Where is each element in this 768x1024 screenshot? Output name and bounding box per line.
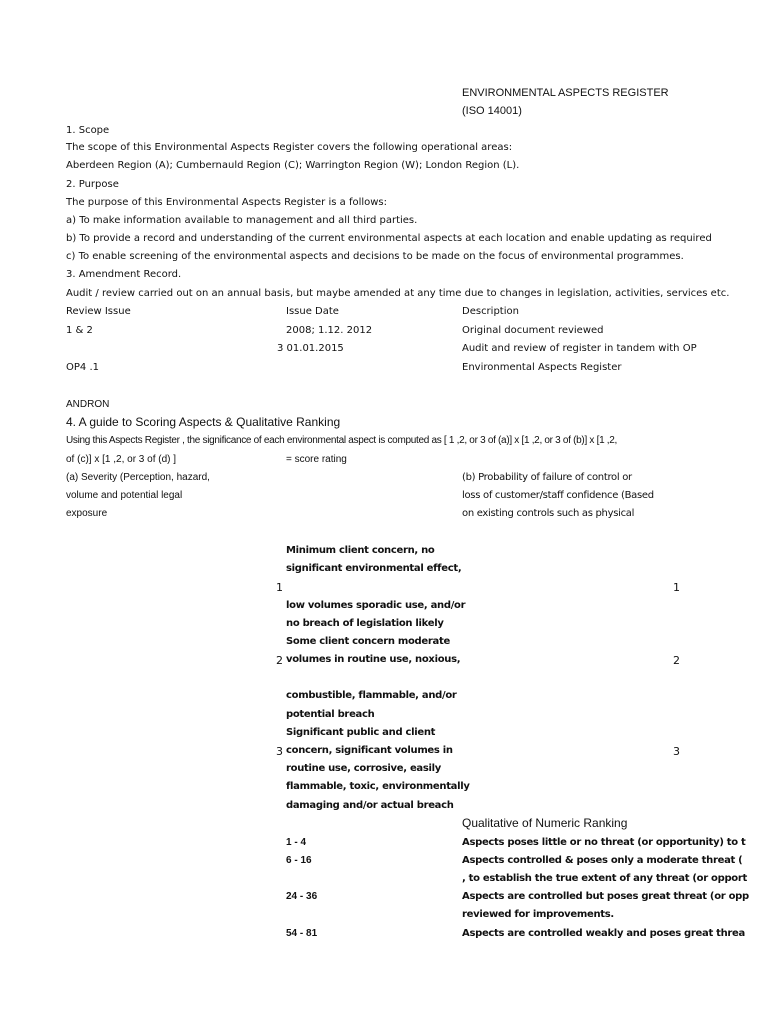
severity-label-line2: volume and potential legal [66,490,183,501]
ranking-text-2-cont: , to establish the true extent of any threat (or opport [462,873,747,884]
ranking-text-4: Aspects are controlled weakly and poses great threa [462,928,745,939]
guide-formula-line1: Using this Aspects Register , the significance of each environmental aspect is computed as [ 1 ,2, or 3 of (a)] x [1 ,2, or 3 of (b)] x [1 ,2, [66,435,618,446]
severity-label-line3: exposure [66,508,108,519]
company-name: ANDRON [66,399,110,410]
ranking-range-1: 1 - 4 [286,837,307,848]
scope-regions: Aberdeen Region (A); Cumbernauld Region (C); Warrington Region (W); London Region (L). [66,160,520,171]
amendment-heading: 3. Amendment Record. [66,269,182,280]
scope-text: The scope of this Environmental Aspects Register covers the following operational areas: [66,142,513,153]
level2-desc-line2: volumes in routine use, noxious, [286,654,461,665]
level3-number: 3 [276,745,283,758]
level2-right-number: 2 [673,654,680,667]
guide-score-rating: = score rating [286,454,347,465]
level1-right-number: 1 [673,581,680,594]
document-title: ENVIRONMENTAL ASPECTS REGISTER [462,87,669,99]
row2-issue-date: 3 01.01.2015 [277,343,344,354]
document-standard: (ISO 14001) [462,105,522,117]
level3-desc-line4: flammable, toxic, environmentally [286,781,470,792]
ranking-heading: Qualitative of Numeric Ranking [462,816,628,830]
severity-label-line1: (a) Severity (Perception, hazard, [66,472,210,483]
guide-heading: 4. A guide to Scoring Aspects & Qualitative Ranking [66,415,341,429]
level3-desc-line1: Significant public and client [286,727,436,738]
level1-number: 1 [276,581,283,594]
scope-heading: 1. Scope [66,125,110,136]
ranking-text-1: Aspects poses little or no threat (or opportunity) to t [462,837,746,848]
ranking-text-3-cont: reviewed for improvements. [462,909,614,920]
col-issue-date: Issue Date [286,306,339,317]
ranking-range-2: 6 - 16 [286,855,312,866]
ranking-range-4: 54 - 81 [286,928,318,939]
ranking-text-3: Aspects are controlled but poses great threat (or opp [462,891,749,902]
row1-date: 2008; 1.12. 2012 [286,325,373,336]
col-description: Description [462,306,519,317]
level2-number: 2 [276,654,283,667]
row1-description: Original document reviewed [462,325,604,336]
purpose-item-c: c) To enable screening of the environmental aspects and decisions to be made on the focus of environmental programmes. [66,251,684,262]
purpose-heading: 2. Purpose [66,179,119,190]
amendment-note: Audit / review carried out on an annual basis, but maybe amended at any time due to changes in legislation, activities, services etc. [66,288,730,299]
row3-reference: OP4 .1 [66,362,99,373]
row1-issue: 1 & 2 [66,325,93,336]
purpose-item-b: b) To provide a record and understanding of the current environmental aspects at each location and enable updating as required [66,233,712,244]
level2-desc-line4: potential breach [286,709,375,720]
level1-desc-line4: no breach of legislation likely [286,618,444,629]
row3-description: Environmental Aspects Register [462,362,622,373]
purpose-item-a: a) To make information available to management and all third parties. [66,215,418,226]
ranking-range-3: 24 - 36 [286,891,318,902]
row2-description: Audit and review of register in tandem with OP [462,343,697,354]
level3-desc-line5: damaging and/or actual breach [286,800,454,811]
purpose-text: The purpose of this Environmental Aspects Register is a follows: [66,197,388,208]
probability-label-line1: (b) Probability of failure of control or [462,472,632,483]
level3-desc-line2: concern, significant volumes in [286,745,453,756]
level1-desc-line1: Minimum client concern, no [286,545,435,556]
level3-desc-line3: routine use, corrosive, easily [286,763,441,774]
level1-desc-line2: significant environmental effect, [286,563,462,574]
level1-desc-line3: low volumes sporadic use, and/or [286,600,466,611]
probability-label-line3: on existing controls such as physical [462,508,635,519]
col-review-issue: Review Issue [66,306,131,317]
level2-desc-line3: combustible, flammable, and/or [286,690,457,701]
level2-desc-line1: Some client concern moderate [286,636,450,647]
ranking-text-2: Aspects controlled & poses only a moderate threat ( [462,855,743,866]
probability-label-line2: loss of customer/staff confidence (Based [462,490,654,501]
guide-formula-line2: of (c)] x [1 ,2, or 3 of (d) ] [66,454,177,465]
level3-right-number: 3 [673,745,680,758]
